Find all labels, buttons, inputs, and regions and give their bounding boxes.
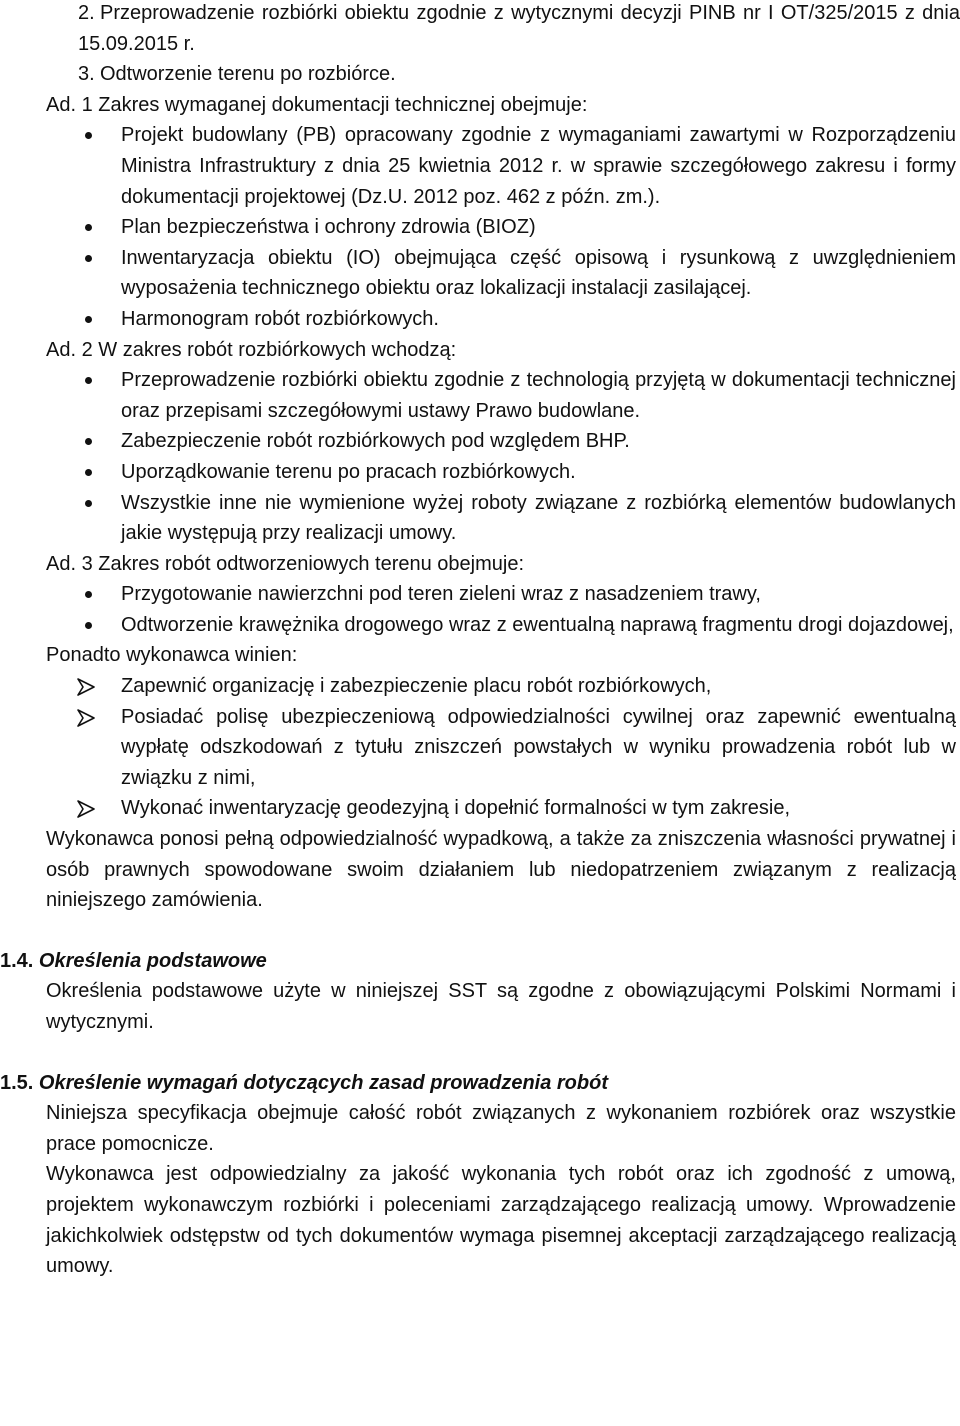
list-item (46, 212, 960, 243)
section-number: 1.4. (0, 949, 34, 972)
list-item (46, 304, 960, 335)
ponadto-list (46, 671, 960, 824)
bullet-icon (85, 438, 92, 445)
bullet-icon (85, 622, 92, 629)
numbered-item (78, 59, 960, 90)
liability-paragraph: Wykonawca ponosi pełną odpowiedzialność wypadkową, a także za zniszczenia własności prywatnej i osób prawnych spowodowane swoim działaniem lub niedopatrzeniem związanym z realizacją niniejszego zamówienia. (46, 828, 956, 912)
ad1-intro: Ad. 1 Zakres wymaganej dokumentacji technicznej obejmuje: (46, 93, 588, 116)
ad1-list (46, 120, 960, 334)
list-item (46, 610, 960, 641)
section-title: Określenia podstawowe (38, 949, 267, 972)
bullet-icon (85, 224, 92, 231)
list-item (46, 426, 960, 457)
list-item-text: Zabezpieczenie robót rozbiórkowych pod względem BHP. (121, 430, 630, 453)
bullet-icon (85, 255, 92, 262)
item-text: Odtworzenie terenu po rozbiórce. (100, 63, 396, 86)
bullet-icon (85, 132, 92, 139)
arrow-bullet-icon (76, 678, 96, 696)
list-item-text: Inwentaryzacja obiektu (IO) obejmująca część opisową i rysunkową z uwzględnieniem wyposażenia technicznego obiektu oraz lokalizacji instalacji zasilającej. (121, 246, 956, 300)
numbered-list (46, 0, 960, 90)
list-item-text: Harmonogram robót rozbiórkowych. (121, 307, 439, 330)
section-title: Określenie wymagań dotyczących zasad prowadzenia robót (38, 1071, 608, 1094)
ad3-intro: Ad. 3 Zakres robót odtworzeniowych terenu obejmuje: (46, 552, 525, 575)
section-paragraph: Wykonawca jest odpowiedzialny za jakość wykonania tych robót oraz ich zgodność z umową, projektem wykonawczym rozbiórki i poleceniami zarządzającego realizacją umowy. Wprowadzenie jakichkolwiek odstępstw od tych dokumentów wymaga pisemnej akceptacji zarządzającego realizacją umowy. (46, 1163, 956, 1278)
item-text: Przeprowadzenie rozbiórki obiektu zgodnie z wytycznymi decyzji PINB nr I OT/325/2015 z dnia 15.09.2015 r. (78, 2, 960, 55)
list-item (46, 671, 960, 702)
list-item-text: Przeprowadzenie rozbiórki obiektu zgodnie z technologią przyjętą w dokumentacji technicznej oraz przepisami szczegółowymi ustawy Prawo budowlane. (121, 369, 956, 422)
list-item-text: Projekt budowlany (PB) opracowany zgodnie z wymaganiami zawartymi w Rozporządzeniu Ministra Infrastruktury z dnia 25 kwietnia 2012 r. w sprawie szczegółowego zakresu i formy dokumentacji projektowej (Dz.U. 2012 poz. 462 z późn. zm.). (121, 124, 956, 208)
section-heading (0, 946, 960, 977)
section-paragraph: Określenia podstawowe użyte w niniejszej SST są zgodne z obowiązującymi Polskimi Normami i wytycznymi. (46, 980, 956, 1033)
list-item-text: Przygotowanie nawierzchni pod teren zieleni wraz z nasadzeniem trawy, (121, 583, 761, 606)
list-item-text: Odtworzenie krawężnika drogowego wraz z ewentualną naprawą fragmentu drogi dojazdowej, (121, 613, 954, 636)
bullet-icon (85, 469, 92, 476)
list-item-text: Wykonać inwentaryzację geodezyjną i dopełnić formalności w tym zakresie, (121, 797, 791, 820)
numbered-item (78, 0, 960, 59)
list-item-text: Zapewnić organizację i zabezpieczenie placu robót rozbiórkowych, (121, 675, 712, 698)
list-item (46, 702, 960, 794)
section-heading (0, 1068, 960, 1099)
list-item (46, 365, 960, 426)
bullet-icon (85, 316, 92, 323)
list-item-text: Posiadać polisę ubezpieczeniową odpowiedzialności cywilnej oraz zapewnić ewentualną wypłatę odszkodowań z tytułu zniszczeń powstałych w wyniku prowadzenia robót lub w związku z nimi, (121, 705, 956, 789)
section-paragraph: Niniejsza specyfikacja obejmuje całość robót związanych z wykonaniem rozbiórek oraz wszystkie prace pomocnicze. (46, 1102, 956, 1155)
list-item (46, 579, 960, 610)
ad2-list (46, 365, 960, 549)
bullet-icon (85, 591, 92, 598)
item-number: 3. (78, 63, 95, 86)
list-item (46, 488, 960, 549)
bullet-icon (85, 500, 92, 507)
list-item (46, 793, 960, 824)
list-item-text: Uporządkowanie terenu po pracach rozbiórkowych. (121, 460, 576, 483)
list-item-text: Plan bezpieczeństwa i ochrony zdrowia (BIOZ) (121, 216, 536, 239)
spacer (46, 916, 960, 946)
section-number: 1.5. (0, 1071, 34, 1094)
list-item-text: Wszystkie inne nie wymienione wyżej roboty związane z rozbiórką elementów budowlanych jakie występują przy realizacji umowy. (121, 491, 956, 545)
spacer (46, 1038, 960, 1068)
arrow-bullet-icon (76, 800, 96, 818)
arrow-bullet-icon (76, 709, 96, 727)
ad3-list (46, 579, 960, 640)
item-number: 2. (78, 2, 95, 24)
ad2-intro: Ad. 2 W zakres robót rozbiórkowych wchodzą: (46, 338, 457, 361)
ponadto-intro: Ponadto wykonawca winien: (46, 644, 298, 667)
bullet-icon (85, 377, 92, 384)
list-item (46, 243, 960, 304)
list-item (46, 120, 960, 212)
list-item (46, 457, 960, 488)
